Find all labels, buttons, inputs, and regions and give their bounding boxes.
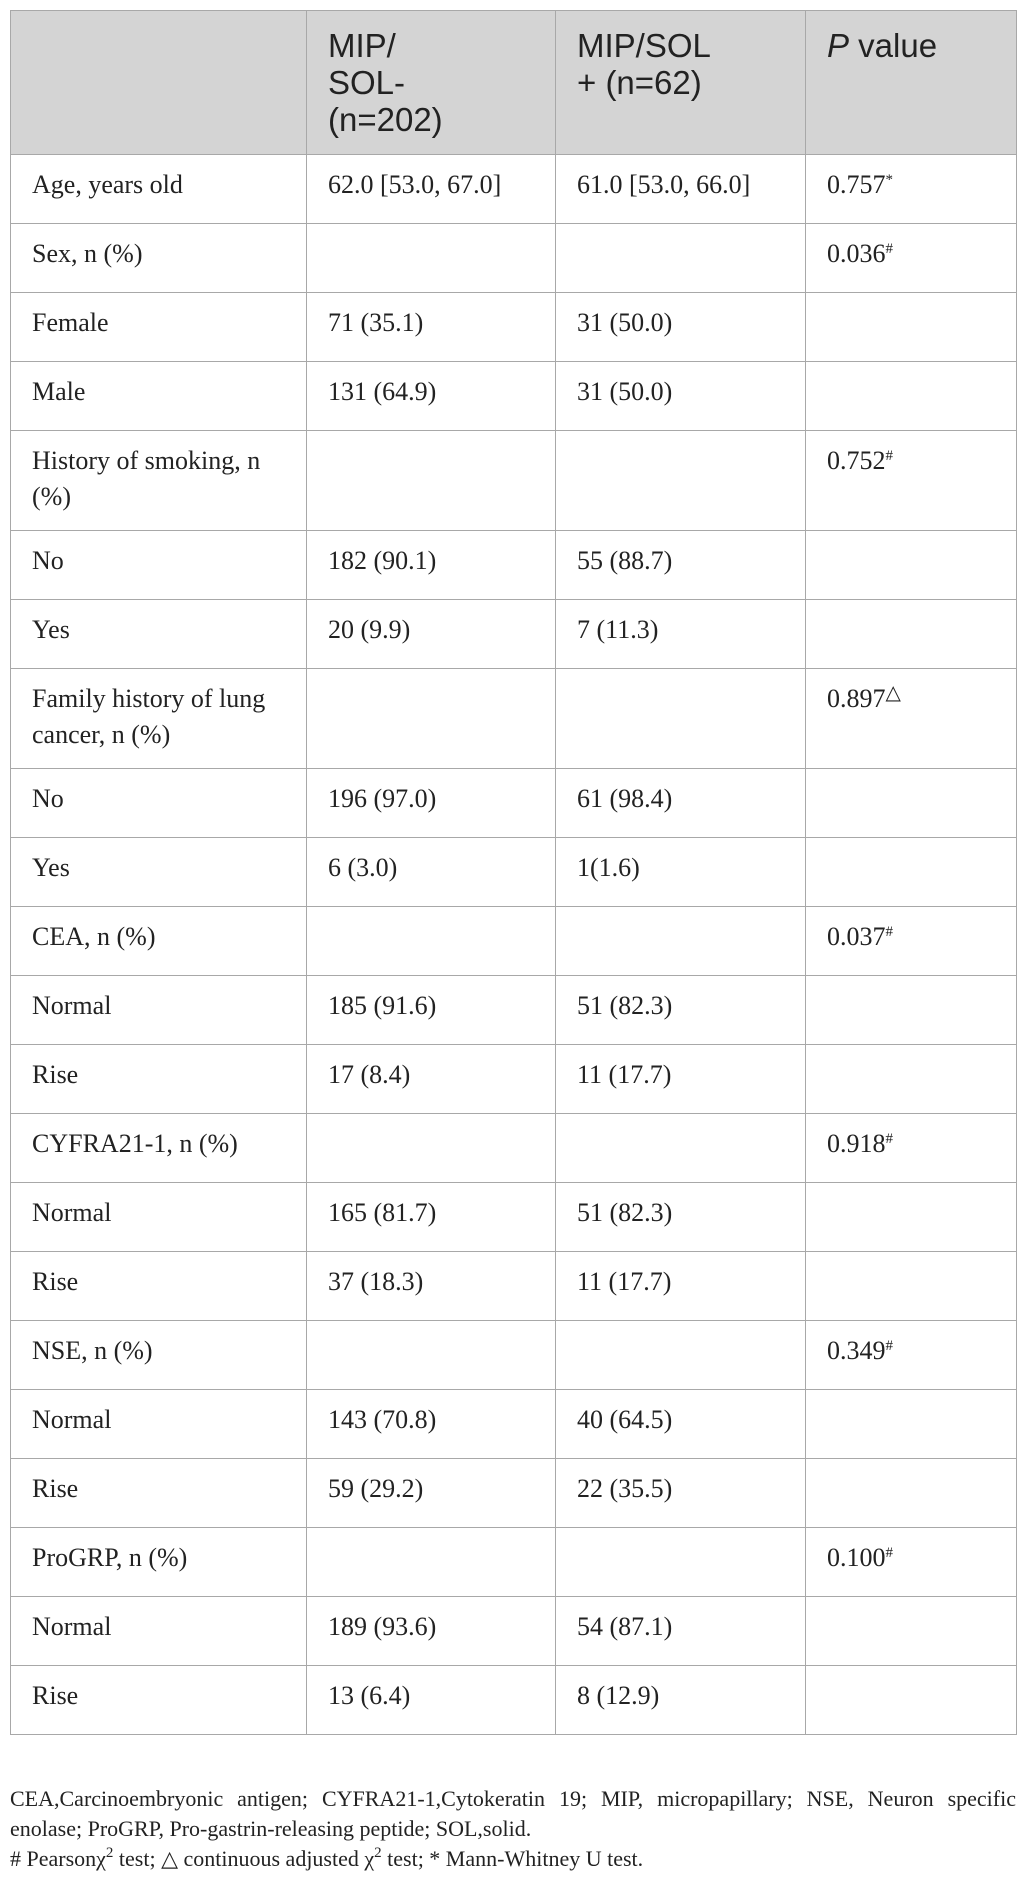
row-p-value (806, 1666, 1017, 1735)
row-label: Normal (11, 976, 307, 1045)
row-mip-sol-positive: 61 (98.4) (556, 769, 806, 838)
row-mip-sol-positive: 22 (35.5) (556, 1459, 806, 1528)
row-label: Sex, n (%) (11, 224, 307, 293)
row-mip-sol-negative: 189 (93.6) (307, 1597, 556, 1666)
p-value-number: 0.757 (827, 170, 886, 199)
row-label: No (11, 769, 307, 838)
p-value-number: 0.918 (827, 1129, 886, 1158)
row-p-value (806, 362, 1017, 431)
row-label: Age, years old (11, 155, 307, 224)
row-mip-sol-positive: 31 (50.0) (556, 293, 806, 362)
row-p-value (806, 976, 1017, 1045)
header-pos-line-2: + (n=62) (577, 64, 702, 101)
row-label: Normal (11, 1597, 307, 1666)
row-p-value (806, 1183, 1017, 1252)
row-label: Rise (11, 1252, 307, 1321)
row-label: CYFRA21-1, n (%) (11, 1114, 307, 1183)
table-row (11, 1597, 1017, 1666)
row-mip-sol-positive: 51 (82.3) (556, 1183, 806, 1252)
row-label: NSE, n (%) (11, 1321, 307, 1390)
row-mip-sol-negative: 13 (6.4) (307, 1666, 556, 1735)
table-row (11, 669, 1017, 769)
table-row (11, 1114, 1017, 1183)
characteristics-table (10, 10, 1017, 1735)
row-p-value (806, 838, 1017, 907)
row-mip-sol-positive: 31 (50.0) (556, 362, 806, 431)
row-p-value (806, 155, 1017, 224)
row-mip-sol-positive: 51 (82.3) (556, 976, 806, 1045)
table-row (11, 431, 1017, 531)
row-label: Rise (11, 1459, 307, 1528)
row-mip-sol-negative (307, 1321, 556, 1390)
table-row (11, 600, 1017, 669)
footnote-tests-a: # Pearsonχ (10, 1846, 106, 1871)
row-mip-sol-negative: 62.0 [53.0, 67.0] (307, 155, 556, 224)
header-mip-sol-negative (307, 11, 556, 155)
table-row (11, 362, 1017, 431)
p-value-test-marker: * (885, 172, 893, 188)
row-label: Family history of lung cancer, n (%) (11, 669, 307, 769)
row-label: Male (11, 362, 307, 431)
row-p-value (806, 293, 1017, 362)
table-row (11, 1321, 1017, 1390)
row-label: Rise (11, 1045, 307, 1114)
row-p-value (806, 907, 1017, 976)
row-mip-sol-positive (556, 1321, 806, 1390)
table-row (11, 907, 1017, 976)
table-row (11, 1666, 1017, 1735)
row-mip-sol-negative: 182 (90.1) (307, 531, 556, 600)
row-mip-sol-negative (307, 1114, 556, 1183)
row-p-value (806, 1390, 1017, 1459)
row-p-value (806, 1114, 1017, 1183)
row-label: CEA, n (%) (11, 907, 307, 976)
row-label: Normal (11, 1183, 307, 1252)
header-pos-line-1: MIP/SOL (577, 27, 711, 64)
footnote-tests-c: test; * Mann-Whitney U test. (381, 1846, 644, 1871)
row-mip-sol-negative (307, 431, 556, 531)
footnote-abbreviations: CEA,Carcinoembryonic antigen; CYFRA21-1,Cytokeratin 19; MIP, micropapillary; NSE, Neuron specific enolase; ProGRP, Pro-gastrin-releasing peptide; SOL,solid. (10, 1786, 1016, 1841)
row-mip-sol-positive: 61.0 [53.0, 66.0] (556, 155, 806, 224)
table-row (11, 1459, 1017, 1528)
row-label: Rise (11, 1666, 307, 1735)
row-mip-sol-negative: 196 (97.0) (307, 769, 556, 838)
row-mip-sol-negative (307, 1528, 556, 1597)
table-row (11, 224, 1017, 293)
p-value-number: 0.036 (827, 239, 886, 268)
p-value-number: 0.100 (827, 1543, 886, 1572)
row-mip-sol-negative: 71 (35.1) (307, 293, 556, 362)
row-mip-sol-negative (307, 907, 556, 976)
row-mip-sol-positive: 11 (17.7) (556, 1045, 806, 1114)
row-p-value (806, 1045, 1017, 1114)
row-mip-sol-negative: 185 (91.6) (307, 976, 556, 1045)
table-row (11, 1528, 1017, 1597)
row-mip-sol-negative: 6 (3.0) (307, 838, 556, 907)
row-mip-sol-negative: 59 (29.2) (307, 1459, 556, 1528)
footnote-sup-2: 2 (374, 1845, 382, 1861)
table-row (11, 293, 1017, 362)
row-label: ProGRP, n (%) (11, 1528, 307, 1597)
row-p-value (806, 669, 1017, 769)
row-p-value (806, 1252, 1017, 1321)
footnote-tests (10, 1844, 1016, 1874)
row-mip-sol-negative: 17 (8.4) (307, 1045, 556, 1114)
row-p-value (806, 1597, 1017, 1666)
p-value-test-marker: # (885, 924, 893, 940)
header-neg-line-3: (n=202) (328, 101, 443, 138)
row-p-value (806, 600, 1017, 669)
row-label: Female (11, 293, 307, 362)
row-p-value (806, 1321, 1017, 1390)
table-row (11, 838, 1017, 907)
row-mip-sol-positive: 1(1.6) (556, 838, 806, 907)
row-p-value (806, 531, 1017, 600)
header-neg-line-1: MIP/ (328, 27, 396, 64)
table-row (11, 769, 1017, 838)
header-p-value (806, 11, 1017, 155)
footnote-tests-b: test; △ continuous adjusted χ (113, 1846, 375, 1871)
p-value-test-marker: # (885, 1131, 893, 1147)
p-value-number: 0.349 (827, 1336, 886, 1365)
characteristics-table-container (10, 10, 1016, 1735)
p-value-test-marker: # (885, 1545, 893, 1561)
table-row (11, 1183, 1017, 1252)
row-mip-sol-positive (556, 431, 806, 531)
header-row (11, 11, 1017, 155)
table-footnote (10, 1784, 1016, 1874)
row-mip-sol-positive (556, 669, 806, 769)
p-value-number: 0.897 (827, 684, 886, 713)
row-p-value (806, 224, 1017, 293)
row-p-value (806, 1528, 1017, 1597)
row-label: Yes (11, 600, 307, 669)
table-header (11, 11, 1017, 155)
p-value-number: 0.037 (827, 922, 886, 951)
row-mip-sol-positive (556, 1528, 806, 1597)
footnote-sup-1: 2 (105, 1845, 114, 1861)
header-p-rest: value (849, 27, 938, 64)
row-p-value (806, 1459, 1017, 1528)
row-mip-sol-negative (307, 224, 556, 293)
header-p-italic: P (827, 27, 850, 64)
table-row (11, 1252, 1017, 1321)
row-mip-sol-positive: 7 (11.3) (556, 600, 806, 669)
row-label: No (11, 531, 307, 600)
row-mip-sol-negative: 131 (64.9) (307, 362, 556, 431)
row-p-value (806, 769, 1017, 838)
row-mip-sol-positive: 40 (64.5) (556, 1390, 806, 1459)
header-mip-sol-positive (556, 11, 806, 155)
p-value-test-marker: # (885, 241, 893, 257)
row-mip-sol-positive: 11 (17.7) (556, 1252, 806, 1321)
row-p-value (806, 431, 1017, 531)
table-body (11, 155, 1017, 1735)
row-mip-sol-negative: 165 (81.7) (307, 1183, 556, 1252)
row-mip-sol-positive (556, 907, 806, 976)
table-row (11, 531, 1017, 600)
row-mip-sol-positive (556, 1114, 806, 1183)
row-mip-sol-positive: 55 (88.7) (556, 531, 806, 600)
row-label: History of smoking, n (%) (11, 431, 307, 531)
row-mip-sol-positive (556, 224, 806, 293)
row-mip-sol-positive: 54 (87.1) (556, 1597, 806, 1666)
table-row (11, 976, 1017, 1045)
row-mip-sol-negative (307, 669, 556, 769)
p-value-test-marker: △ (885, 680, 901, 704)
row-label: Normal (11, 1390, 307, 1459)
row-mip-sol-negative: 37 (18.3) (307, 1252, 556, 1321)
p-value-number: 0.752 (827, 446, 886, 475)
table-row (11, 1045, 1017, 1114)
table-row (11, 1390, 1017, 1459)
header-neg-line-2: SOL- (328, 64, 406, 101)
p-value-test-marker: # (885, 448, 893, 464)
row-mip-sol-negative: 143 (70.8) (307, 1390, 556, 1459)
row-mip-sol-positive: 8 (12.9) (556, 1666, 806, 1735)
header-variable (11, 11, 307, 155)
row-label: Yes (11, 838, 307, 907)
p-value-test-marker: # (885, 1338, 893, 1354)
row-mip-sol-negative: 20 (9.9) (307, 600, 556, 669)
table-row (11, 155, 1017, 224)
